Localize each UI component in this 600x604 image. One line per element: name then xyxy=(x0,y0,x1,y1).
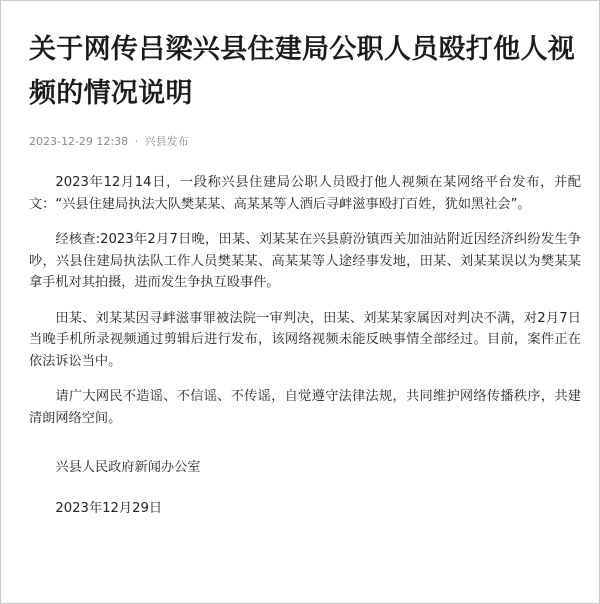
publish-source: 兴县发布 xyxy=(144,135,189,148)
article xyxy=(29,28,581,519)
paragraph-2: 经核查:2023年2月7日晚，田某、刘某某在兴县蔚汾镇西关加油站附近因经济纠纷发生争吵，兴县住建局执法队工作人员樊某某、高某某等人途经事发地，田某、刘某某误以为樊某某拿手机对其拍摄，进而发生争执互殴事件。 xyxy=(29,232,581,290)
signature-date: 2023年12月29日 xyxy=(55,500,163,516)
article-title: 关于网传吕梁兴县住建局公职人员殴打他人视频的情况说明 xyxy=(29,34,575,109)
publish-datetime: 2023-12-29 12:38 xyxy=(29,135,129,148)
paragraph-3: 田某、刘某某因寻衅滋事罪被法院一审判决，田某、刘某某家属因对判决不满，对2月7日当晚手机所录视频通过剪辑后进行发布，该网络视频未能反映事情全部经过。目前，案件正在依法诉讼当中。 xyxy=(29,310,581,369)
paragraph-4: 请广大网民不造谣、不信谣、不传谣，自觉遵守法律法规，共同维护网络传播秩序，共建清朗网络空间。 xyxy=(29,389,581,426)
paragraph-1: 2023年12月14日，一段称兴县住建局公职人员殴打他人视频在某网络平台发布，并配文：“兴县住建局执法大队樊某某、高某某等人酒后寻衅滋事殴打百姓，犹如黑社会”。 xyxy=(29,175,581,212)
article-meta xyxy=(29,134,581,150)
signature: 兴县人民政府新闻办公室 xyxy=(55,460,201,475)
article-body xyxy=(29,172,581,519)
meta-separator: · xyxy=(134,135,139,148)
